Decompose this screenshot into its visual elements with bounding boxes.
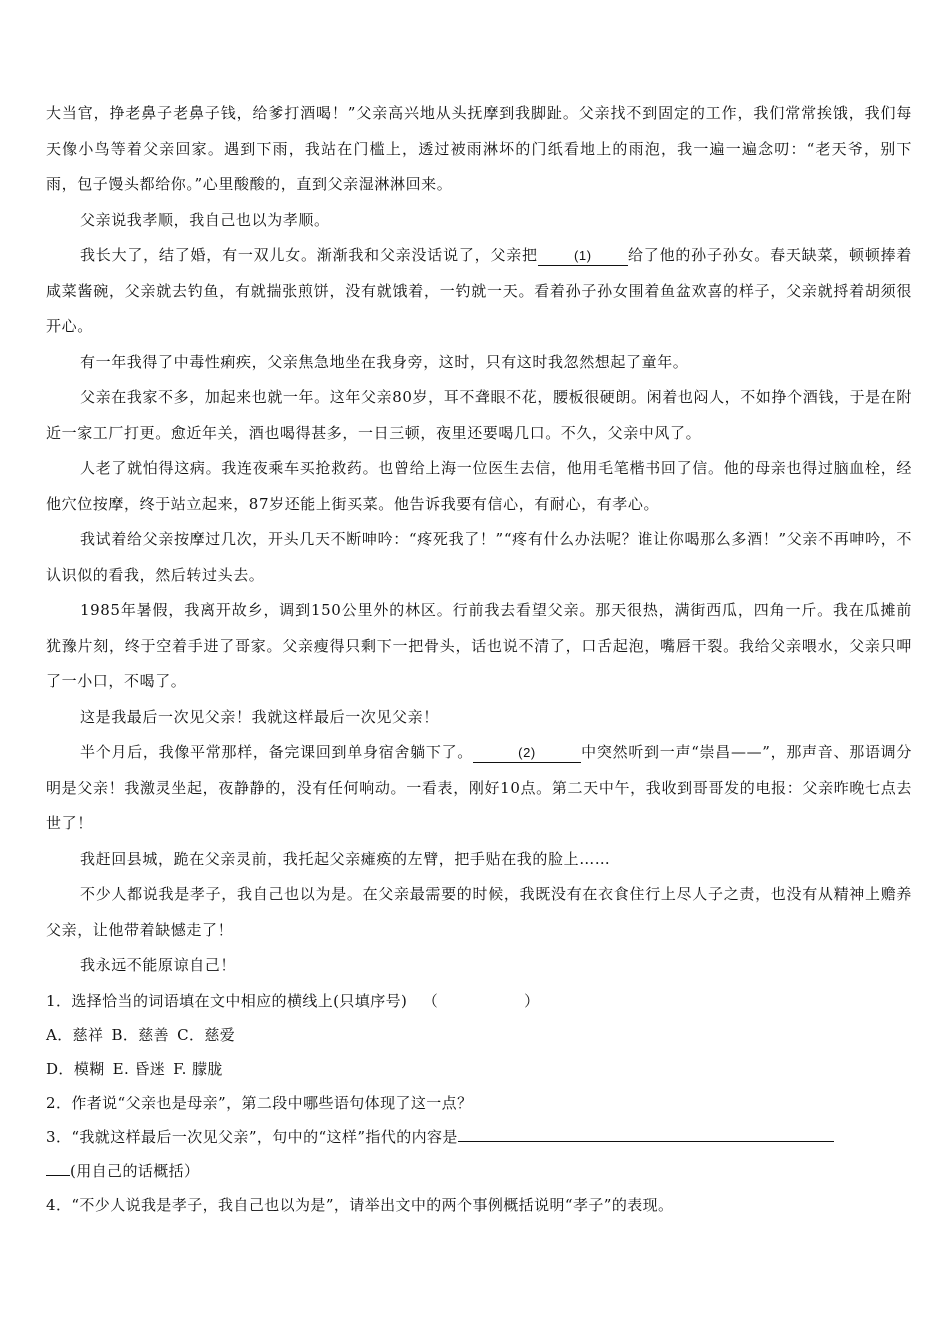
paragraph-11: 我赶回县城，跪在父亲灵前，我托起父亲瘫痪的左臂，把手贴在我的脸上…… xyxy=(80,849,611,868)
paragraph-3-end: 给了他的孙子孙女。春天缺菜，顿顿捧着咸菜酱碗，父亲就去钓鱼，有就揣张煎饼，没有就饿着，一钓就一天。看着孙子孙女围着鱼盆欢喜的样子，父亲就捋着胡须很开心。 xyxy=(46,246,912,335)
question-3-tail: (用自己的话概括） xyxy=(70,1161,200,1180)
paragraph-4: 有一年我得了中毒性痢疾，父亲焦急地坐在我身旁，这时，只有这时我忽然想起了童年。 xyxy=(80,352,689,371)
paragraph-3 xyxy=(46,238,912,345)
paragraph-5: 父亲在我家不多，加起来也就一年。这年父亲80岁，耳不聋眼不花，腰板很硬朗。闲着也闷人，不如挣个酒钱，于是在附近一家工厂打更。愈近年关，酒也喝得甚多，一日三顿，夜里还要喝几口。不久，父亲中风了。 xyxy=(46,388,912,442)
paragraph-10 xyxy=(46,735,912,842)
question-3-continued xyxy=(46,1154,912,1188)
option-e: E. 昏迷 xyxy=(112,1059,166,1078)
option-c: C．慈爱 xyxy=(177,1025,236,1044)
question-4: 4．“不少人说我是孝子，我自己也以为是”，请举出文中的两个事例概括说明“孝子”的表现。 xyxy=(46,1195,674,1214)
options-row-2 xyxy=(46,1052,912,1086)
answer-paren-close: ） xyxy=(524,991,540,1010)
paragraph-7: 我试着给父亲按摩过几次，开头几天不断呻吟：“疼死我了！”“疼有什么办法呢？谁让你喝那么多酒！”父亲不再呻吟，不认识似的看我，然后转过头去。 xyxy=(46,530,912,584)
options-row-1 xyxy=(46,1018,912,1052)
paragraph-3-start: 我长大了，结了婚，有一双儿女。渐渐我和父亲没话说了，父亲把 xyxy=(80,246,538,264)
paragraph-13: 我永远不能原谅自己！ xyxy=(80,956,237,974)
question-3-text: 3．“我就这样最后一次见父亲”，句中的“这样”指代的内容是 xyxy=(46,1127,458,1146)
paragraph-6: 人老了就怕得这病。我连夜乘车买抢救药。也曾给上海一位医生去信，他用毛笔楷书回了信。他的母亲也得过脑血栓，经他穴位按摩，终于站立起来，87岁还能上街买菜。他告诉我要有信心，有耐心，有孝心。 xyxy=(46,459,912,513)
paragraph-9: 这是我最后一次见父亲！我就这样最后一次见父亲！ xyxy=(80,707,439,726)
paragraph-2: 父亲说我孝顺，我自己也以为孝顺。 xyxy=(80,210,330,229)
paragraph-12: 不少人都说我是孝子，我自己也以为是。在父亲最需要的时候，我既没有在衣食住行上尽人子之责，也没有从精神上赡养父亲，让他带着缺憾走了！ xyxy=(46,885,912,939)
paragraph-10-start: 半个月后，我像平常那样，备完课回到单身宿舍躺下了。 xyxy=(80,743,474,761)
option-d: D．模糊 xyxy=(46,1059,105,1078)
answer-line-3[interactable] xyxy=(458,1123,834,1142)
paragraph-10-end: 中突然听到一声“崇昌——”，那声音、那语调分明是父亲！我激灵坐起，夜静静的，没有任何响动。一看表，刚好10点。第二天中午，我收到哥哥发的电报：父亲昨晚七点去世了！ xyxy=(46,743,912,832)
option-b: B．慈善 xyxy=(111,1025,170,1044)
document-page xyxy=(46,96,912,1222)
blank-2[interactable]: (2) xyxy=(473,744,581,763)
paragraph-1: 大当官，挣老鼻子老鼻子钱，给爹打酒喝！”父亲高兴地从头抚摩到我脚趾。父亲找不到固定的工作，我们常常挨饿，我们每天像小鸟等着父亲回家。遇到下雨，我站在门槛上，透过被雨淋坏的门纸看地上的雨泡，我一遍一遍念叨：“老天爷，别下雨，包子馒头都给你。”心里酸酸的，直到父亲湿淋淋回来。 xyxy=(46,104,912,193)
question-2: 2．作者说“父亲也是母亲”，第二段中哪些语句体现了这一点？ xyxy=(46,1093,473,1112)
option-a: A．慈祥 xyxy=(46,1025,104,1044)
question-1-text: 1．选择恰当的词语填在文中相应的横线上(只填序号) xyxy=(46,991,408,1010)
blank-1[interactable]: (1) xyxy=(538,247,628,266)
question-3 xyxy=(46,1120,912,1154)
option-f: F. 朦胧 xyxy=(173,1059,223,1078)
paragraph-8: 1985年暑假，我离开故乡，调到150公里外的林区。行前我去看望父亲。那天很热，满街西瓜，四角一斤。我在瓜摊前犹豫片刻，终于空着手进了哥家。父亲瘦得只剩下一把骨头，话也说不清了，口舌起泡，嘴唇干裂。我给父亲喂水，父亲只呷了一小口，不喝了。 xyxy=(46,601,912,690)
question-1 xyxy=(46,984,912,1018)
answer-paren-open: （ xyxy=(422,991,439,1010)
answer-line-3-continued[interactable] xyxy=(46,1157,70,1176)
